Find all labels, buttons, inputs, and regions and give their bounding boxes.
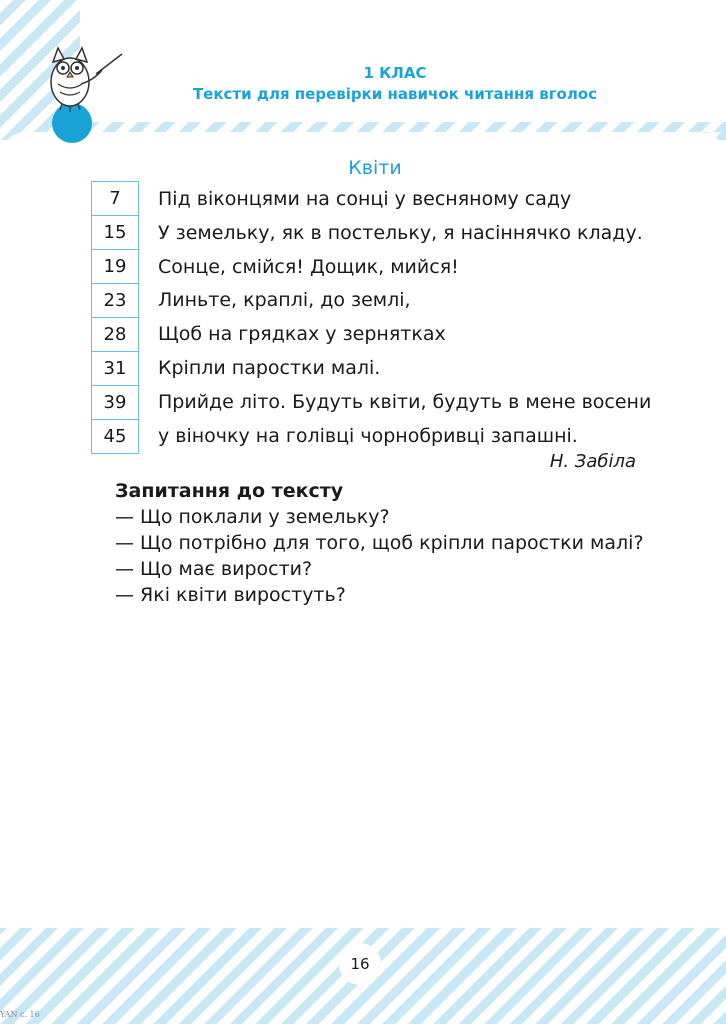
poem-author: Н. Забіла [549,451,636,472]
poem-title: Квіти [348,157,402,179]
word-count-cell: 15 [92,216,138,250]
poem-line: Кріпли паростки малі. [158,356,381,379]
poem-line: У земельку, як в постельку, я насіннячко кладу. [158,221,643,244]
questions-heading: Запитання до тексту [115,480,344,502]
question-item: — Що потрібно для того, щоб кріпли паростки малі? [115,532,644,554]
word-count-cell: 45 [92,420,138,454]
poem-text [158,181,678,451]
poem-line: Линьте, краплі, до землі, [158,289,411,312]
header-band-stripe [80,122,726,132]
poem-line: Щоб на грядках у зернятках [158,323,446,346]
word-count-cell: 39 [92,386,138,420]
grade-heading: 1 КЛАС [363,64,427,82]
question-item: — Що має вирости? [115,558,313,580]
poem-line: Сонце, смійся! Дощик, мийся! [158,255,459,278]
question-item: — Які квіти виростуть? [115,584,346,606]
word-count-cell: 7 [92,182,138,216]
word-count-column [91,181,139,454]
header-band [80,0,726,122]
poem-line: у віночку на голівці чорнобривці запашні. [158,424,578,447]
owl-mascot-icon [36,40,136,144]
word-count-cell: 23 [92,284,138,318]
questions-section [115,478,675,608]
word-count-cell: 31 [92,352,138,386]
page-number: 16 [339,943,381,985]
question-item: — Що поклали у земельку? [115,506,390,528]
word-count-cell: 28 [92,318,138,352]
print-mark: YAN c. 16 [0,1010,40,1019]
word-count-cell: 19 [92,250,138,284]
poem-line: Під віконцями на сонці у весняному саду [158,188,572,210]
poem-line: Прийде літо. Будуть квіти, будуть в мене восени [158,390,652,413]
section-subtitle: Тексти для перевірки навичок читання вголос [192,85,598,103]
